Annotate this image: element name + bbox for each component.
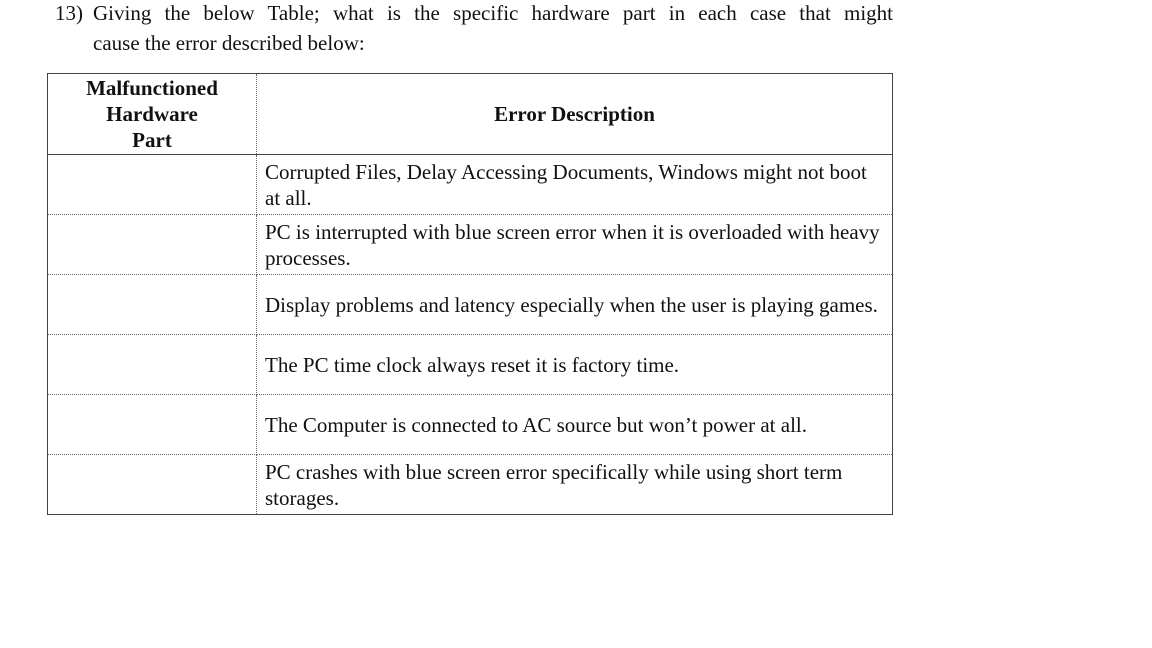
hardware-part-answer-cell[interactable] [48, 155, 257, 215]
question-line-1 [55, 0, 893, 28]
header-part-line-3: Part [132, 128, 172, 152]
hardware-error-table [47, 73, 893, 515]
question-text [55, 0, 893, 58]
hardware-part-answer-cell[interactable] [48, 215, 257, 275]
table-row [48, 275, 893, 335]
header-malfunctioned-hardware-part [48, 74, 257, 155]
header-part-line-1: Malfunctioned [86, 76, 218, 100]
question-prompt-line-2: cause the error described below: [93, 31, 365, 55]
error-description-cell: Display problems and latency especially when the user is playing games. [257, 275, 893, 335]
table-row [48, 155, 893, 215]
error-description-cell: PC is interrupted with blue screen error when it is overloaded with heavy processes. [257, 215, 893, 275]
error-description-cell: The Computer is connected to AC source but won’t power at all. [257, 395, 893, 455]
hardware-part-answer-cell[interactable] [48, 395, 257, 455]
error-description-cell: The PC time clock always reset it is factory time. [257, 335, 893, 395]
table-row [48, 395, 893, 455]
header-error-description: Error Description [257, 74, 893, 155]
question-prompt-line-1: Giving the below Table; what is the specific hardware part in each case that might [93, 1, 893, 25]
hardware-part-answer-cell[interactable] [48, 275, 257, 335]
hardware-part-answer-cell[interactable] [48, 335, 257, 395]
table-row [48, 455, 893, 515]
table-header-row [48, 74, 893, 155]
error-description-cell: PC crashes with blue screen error specifically while using short term storages. [257, 455, 893, 515]
error-description-cell: Corrupted Files, Delay Accessing Documents, Windows might not boot at all. [257, 155, 893, 215]
question-number: 13) [55, 1, 83, 25]
hardware-part-answer-cell[interactable] [48, 455, 257, 515]
table-row [48, 335, 893, 395]
table-row [48, 215, 893, 275]
header-part-line-2: Hardware [106, 102, 198, 126]
